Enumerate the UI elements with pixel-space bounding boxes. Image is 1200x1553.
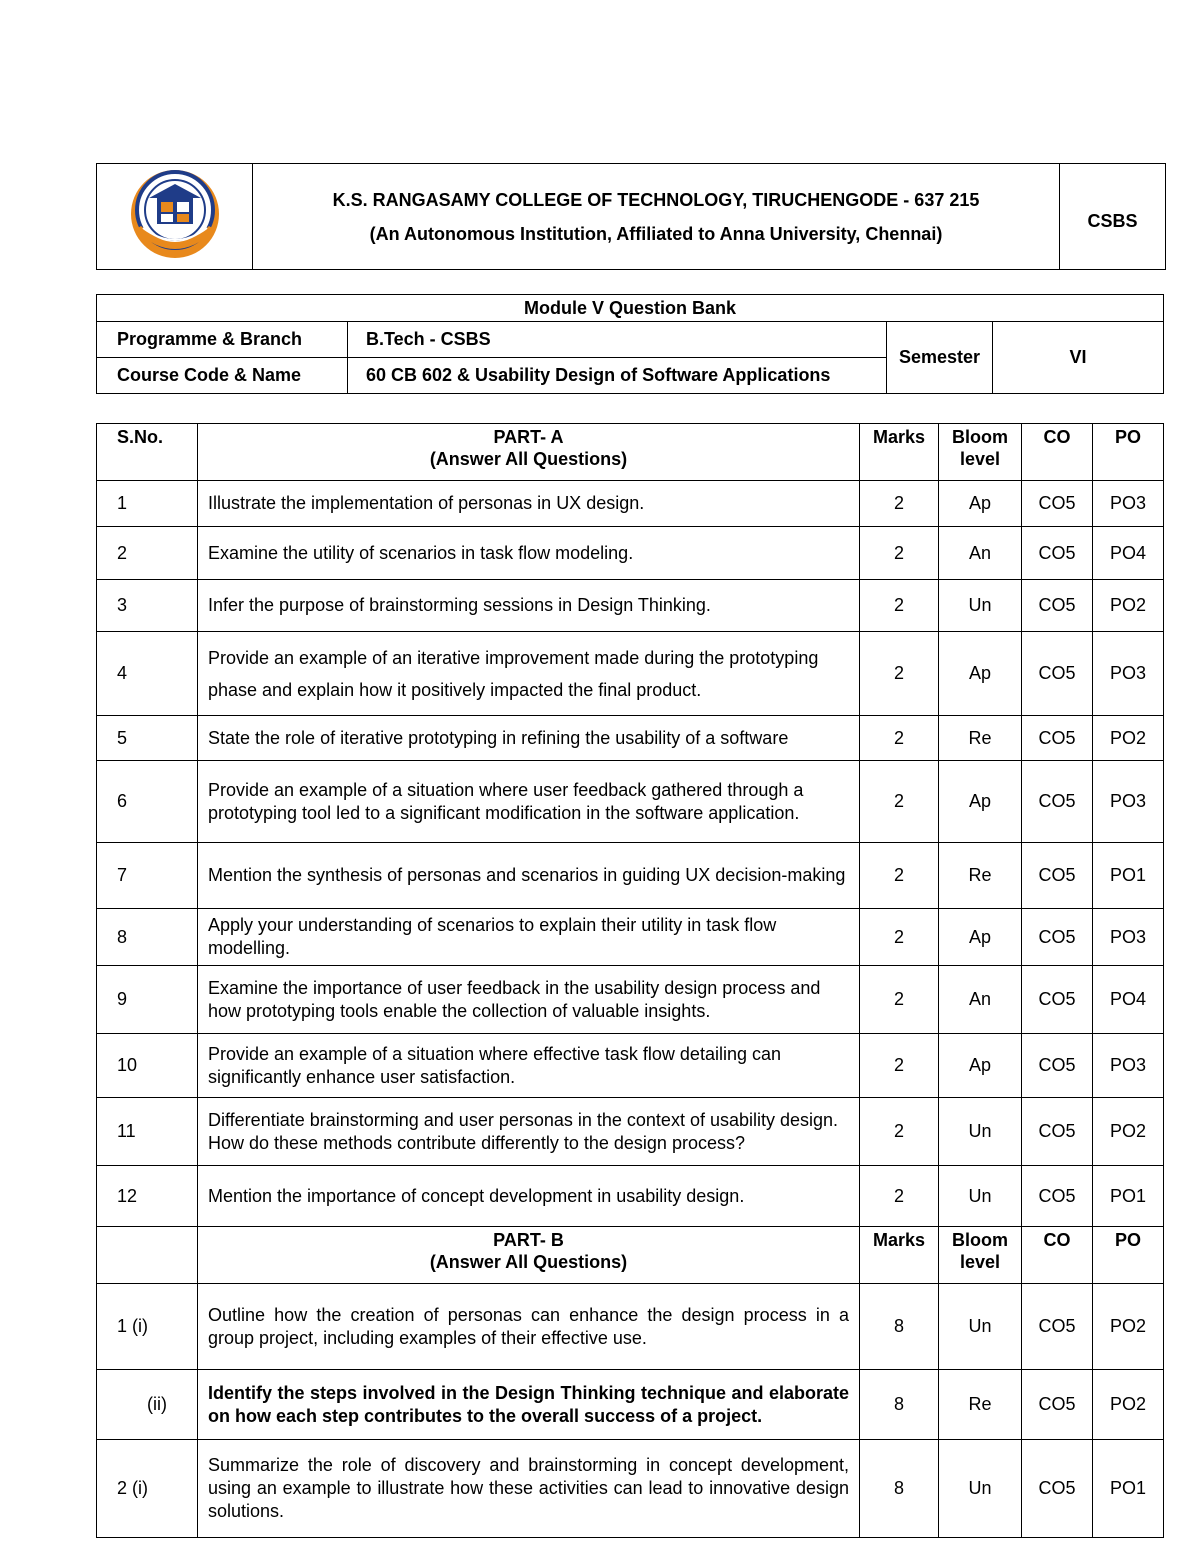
bloom-value: Ap	[939, 761, 1022, 843]
part-b-title: PART- B	[493, 1230, 564, 1250]
co-header: CO	[1022, 1227, 1093, 1284]
sno-header: S.No.	[97, 424, 198, 481]
table-row	[97, 843, 1164, 909]
marks-value: 2	[860, 1166, 939, 1227]
bloom-value: Re	[939, 1370, 1022, 1440]
question-text: Summarize the role of discovery and brainstorming in concept development, using an example to illustrate how these activities can lead to innovative design solutions.	[198, 1440, 860, 1538]
question-text: Mention the importance of concept development in usability design.	[198, 1166, 860, 1227]
question-number: 2	[97, 527, 198, 580]
part-a-title: PART- A	[493, 427, 564, 447]
part-a-subtitle: (Answer All Questions)	[429, 449, 628, 469]
question-number: 12	[97, 1166, 198, 1227]
question-text: Infer the purpose of brainstorming sessions in Design Thinking.	[198, 580, 860, 632]
co-value: CO5	[1022, 1166, 1093, 1227]
co-value: CO5	[1022, 966, 1093, 1034]
po-value: PO4	[1093, 527, 1164, 580]
sno-header-empty	[97, 1227, 198, 1284]
table-row	[97, 909, 1164, 966]
question-number: 2 (i)	[97, 1440, 198, 1538]
question-number: 6	[97, 761, 198, 843]
bloom-value: Un	[939, 580, 1022, 632]
question-text: Examine the importance of user feedback in the usability design process and how prototyping tools enable the collection of valuable insights.	[198, 966, 860, 1034]
question-number: 10	[97, 1034, 198, 1098]
co-value: CO5	[1022, 761, 1093, 843]
table-row	[97, 632, 1164, 716]
table-row	[97, 527, 1164, 580]
co-value: CO5	[1022, 527, 1093, 580]
programme-value: B.Tech - CSBS	[348, 322, 887, 358]
college-name-cell	[253, 164, 1060, 270]
marks-value: 2	[860, 580, 939, 632]
bloom-value: Ap	[939, 632, 1022, 716]
po-value: PO3	[1093, 909, 1164, 966]
marks-value: 8	[860, 1370, 939, 1440]
po-value: PO1	[1093, 843, 1164, 909]
po-value: PO2	[1093, 716, 1164, 761]
part-a-header-row	[97, 424, 1164, 481]
table-row	[97, 966, 1164, 1034]
question-text: Examine the utility of scenarios in task flow modeling.	[198, 527, 860, 580]
question-text: Differentiate brainstorming and user personas in the context of usability design. How do these methods contribute differently to the design process?	[198, 1098, 860, 1166]
part-b-header-row	[97, 1227, 1164, 1284]
co-header: CO	[1022, 424, 1093, 481]
part-b-title-cell	[198, 1227, 860, 1284]
table-row	[97, 761, 1164, 843]
bloom-value: Un	[939, 1440, 1022, 1538]
co-value: CO5	[1022, 632, 1093, 716]
question-number: 11	[97, 1098, 198, 1166]
table-row	[97, 1370, 1164, 1440]
marks-value: 8	[860, 1284, 939, 1370]
co-value: CO5	[1022, 1098, 1093, 1166]
bloom-value: An	[939, 966, 1022, 1034]
bloom-value: An	[939, 527, 1022, 580]
table-row	[97, 481, 1164, 527]
po-value: PO4	[1093, 966, 1164, 1034]
bloom-header: Bloom level	[939, 1227, 1022, 1284]
co-value: CO5	[1022, 580, 1093, 632]
semester-label: Semester	[887, 322, 993, 394]
co-value: CO5	[1022, 1034, 1093, 1098]
po-value: PO2	[1093, 1370, 1164, 1440]
po-header: PO	[1093, 1227, 1164, 1284]
co-value: CO5	[1022, 481, 1093, 527]
bloom-value: Ap	[939, 1034, 1022, 1098]
table-row	[97, 1034, 1164, 1098]
marks-value: 2	[860, 966, 939, 1034]
bloom-value: Un	[939, 1098, 1022, 1166]
marks-value: 2	[860, 761, 939, 843]
bloom-value: Ap	[939, 481, 1022, 527]
bloom-value: Un	[939, 1166, 1022, 1227]
module-info-table	[96, 294, 1164, 394]
dept-cell	[1060, 164, 1166, 270]
part-b-subtitle: (Answer All Questions)	[429, 1252, 628, 1272]
po-value: PO2	[1093, 1098, 1164, 1166]
table-row	[97, 580, 1164, 632]
question-text: Provide an example of an iterative improvement made during the prototyping phase and explain how it positively impacted the final product.	[198, 632, 860, 716]
question-number: 5	[97, 716, 198, 761]
college-affiliation: (An Autonomous Institution, Affiliated to Anna University, Chennai)	[369, 223, 943, 244]
module-title: Module V Question Bank	[97, 295, 1164, 322]
question-number: 1	[97, 481, 198, 527]
question-number: 7	[97, 843, 198, 909]
marks-value: 2	[860, 527, 939, 580]
bloom-header: Bloom level	[939, 424, 1022, 481]
co-value: CO5	[1022, 1284, 1093, 1370]
course-value: 60 CB 602 & Usability Design of Software Applications	[348, 358, 887, 394]
question-text: State the role of iterative prototyping in refining the usability of a software	[198, 716, 860, 761]
question-number: 8	[97, 909, 198, 966]
marks-value: 2	[860, 716, 939, 761]
marks-header: Marks	[860, 424, 939, 481]
po-value: PO1	[1093, 1166, 1164, 1227]
question-text: Apply your understanding of scenarios to explain their utility in task flow modelling.	[198, 909, 860, 966]
table-row	[97, 1166, 1164, 1227]
question-table	[96, 423, 1164, 1538]
marks-value: 8	[860, 1440, 939, 1538]
po-value: PO3	[1093, 761, 1164, 843]
co-value: CO5	[1022, 716, 1093, 761]
part-a-title-cell	[198, 424, 860, 481]
table-row	[97, 716, 1164, 761]
question-number: (ii)	[97, 1370, 198, 1440]
semester-value: VI	[993, 322, 1164, 394]
bloom-value: Re	[939, 843, 1022, 909]
marks-value: 2	[860, 632, 939, 716]
college-logo-icon	[127, 168, 223, 260]
question-text: Mention the synthesis of personas and scenarios in guiding UX decision-making	[198, 843, 860, 909]
marks-value: 2	[860, 1098, 939, 1166]
marks-value: 2	[860, 481, 939, 527]
question-number: 9	[97, 966, 198, 1034]
college-header	[96, 163, 1166, 270]
question-number: 4	[97, 632, 198, 716]
question-number: 1 (i)	[97, 1284, 198, 1370]
question-text: Identify the steps involved in the Design Thinking technique and elaborate on how each step contributes to the overall success of a project.	[198, 1370, 860, 1440]
college-name: K.S. RANGASAMY COLLEGE OF TECHNOLOGY, TIRUCHENGODE - 637 215	[332, 189, 980, 210]
question-text: Outline how the creation of personas can enhance the design process in a group project, including examples of their effective use.	[198, 1284, 860, 1370]
question-number: 3	[97, 580, 198, 632]
co-value: CO5	[1022, 909, 1093, 966]
po-value: PO1	[1093, 1440, 1164, 1538]
logo-cell	[97, 164, 253, 270]
po-value: PO3	[1093, 481, 1164, 527]
question-text: Provide an example of a situation where effective task flow detailing can significantly enhance user satisfaction.	[198, 1034, 860, 1098]
bloom-value: Ap	[939, 909, 1022, 966]
bloom-value: Re	[939, 716, 1022, 761]
po-value: PO2	[1093, 1284, 1164, 1370]
po-value: PO3	[1093, 632, 1164, 716]
question-text: Illustrate the implementation of personas in UX design.	[198, 481, 860, 527]
co-value: CO5	[1022, 1370, 1093, 1440]
table-row	[97, 1284, 1164, 1370]
question-text: Provide an example of a situation where user feedback gathered through a prototyping tool led to a significant modification in the software application.	[198, 761, 860, 843]
course-label: Course Code & Name	[97, 358, 348, 394]
po-value: PO2	[1093, 580, 1164, 632]
marks-header: Marks	[860, 1227, 939, 1284]
po-header: PO	[1093, 424, 1164, 481]
co-value: CO5	[1022, 1440, 1093, 1538]
marks-value: 2	[860, 843, 939, 909]
marks-value: 2	[860, 909, 939, 966]
dept-code: CSBS	[1087, 211, 1138, 231]
table-row	[97, 1440, 1164, 1538]
programme-label: Programme & Branch	[97, 322, 348, 358]
bloom-value: Un	[939, 1284, 1022, 1370]
table-row	[97, 1098, 1164, 1166]
po-value: PO3	[1093, 1034, 1164, 1098]
co-value: CO5	[1022, 843, 1093, 909]
marks-value: 2	[860, 1034, 939, 1098]
